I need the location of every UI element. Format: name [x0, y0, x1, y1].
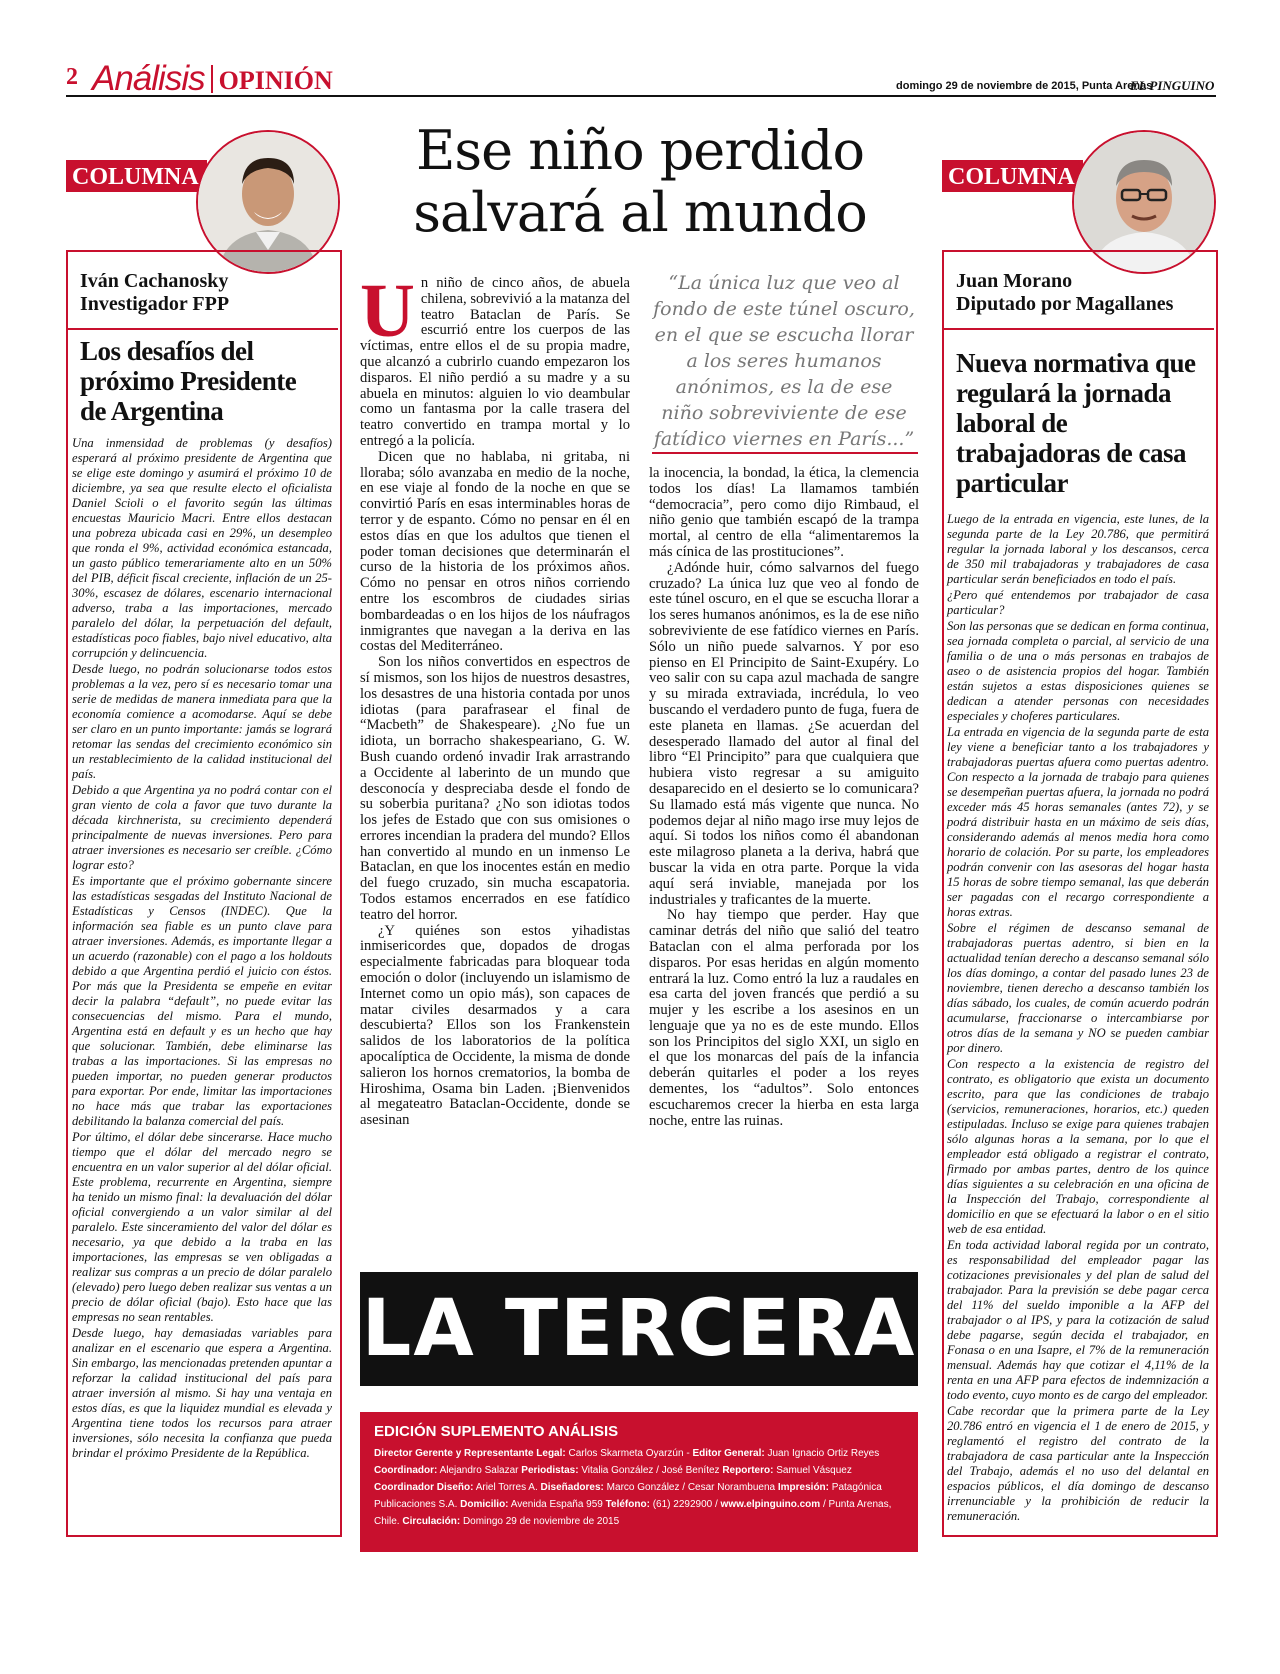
masthead: EL PINGUINO: [1130, 78, 1215, 93]
first-paragraph: [360, 269, 630, 450]
author-name: Iván Cachanosky: [80, 270, 229, 292]
paragraph: Una inmensidad de problemas (y desafíos) esperará al próximo presidente de Argentina que se elige este domingo y asumirá el próximo 10 de diciembre, ya sea que resulte electo el oficialista Daniel Scioli o el favorito según las últimas encuestas Mauricio Macri. Entre ellos destacan una pobreza ubicada casi en 29%, un desempleo que ronda el 9%, actividad económica estancada, un gasto público temerariamente alto en un 50% del PIB, déficit fiscal creciente, inflación de un 25-30%, escasez de dólares, escenario internacional adverso, traba a las importaciones, mercado paralelo del dólar, la perpetuación del default, estadísticas poco fiables, bajo nivel educativo, alta corrupción y delincuencia.: [72, 436, 332, 660]
author-role: Diputado por Magallanes: [956, 293, 1174, 315]
author-name: Juan Morano: [956, 270, 1073, 292]
credits-line-1: Director Gerente y Representante Legal: Carlos Skarmeta Oyarzún - Editor General: Juan Ignacio Ortiz Reyes: [374, 1448, 880, 1459]
paragraph: Desde luego, hay demasiadas variables para analizar en el escenario que espera a Argentina. Sin embargo, las mencionadas pretenden apuntar a reforzar la calidad institucional del país para atraer inversión al mismo. Si hay una ventaja en estos días, es que la liquidez mundial es elevada y Argentina tiene todos los recursos para atraer inversiones, sólo necesita la confianza que pueda brindar el próximo Presidente de la República.: [72, 1326, 332, 1460]
pull-quote: “La única luz que veo al fondo de este túnel oscuro, en el que se escucha llorar a los seres humanos anónimos, es la de ese niño sobreviviente de ese fatídico viernes en París...”: [653, 272, 915, 450]
pull-quote-rule: [652, 452, 918, 454]
first-paragraph-text: n niño de cinco años, de abuela chilena, sobrevivió a la matanza del teatro Bataclan de París. Se escurrió entre los cuerpos de las víctimas, entre ellos el de su propia madre, que alcanzó a cubrirlo cuando empezaron los disparos. El niño perdió a su madre y a su abuela en minutos: alguien lo vio deambular como un fantasma por la calle trasera del teatro convertido en trampa mortal y lo entregó a la policía.: [360, 275, 630, 449]
author-separator: [944, 328, 1214, 330]
headline-line-2: salvará al mundo: [413, 181, 867, 244]
paragraph: Debido a que Argentina ya no podrá contar con el gran viento de cola a favor que tuvo durante la década kirchnerista, su crecimiento dependerá principalmente de nuevas inversiones. Pero para atraer inversiones es necesario ser creíble. ¿Cómo lograr esto?: [72, 783, 332, 872]
paragraph: Luego de la entrada en vigencia, este lunes, de la segunda parte de la Ley 20.786, que permitirá regular la jornada laboral y los descansos, cerca de 350 mil trabajadoras y trabajadores de casa particular serán beneficiados en todo el país.: [947, 512, 1209, 586]
article-column-2: [649, 466, 919, 1129]
column-body-right: [947, 512, 1209, 1525]
column-title-left: Los desafíos del próximo Presidente de Argentina: [80, 336, 297, 426]
paragraph: Con respecto a la existencia de registro del contrato, es obligatorio que exista un documento escrito, para que las condiciones de trabajo (servicios, remuneraciones, horarios, etc.) queden estipuladas. Incluso se exige para quienes trabajen sólo algunas horas a la semana, por lo que el empleador está obligado a registrar el contrato, firmado por ambas partes, dentro de los quince días siguientes a su celebración en una oficina de la Inspección del Trabajo, correspondiente al domicilio en que se efectuará la labor o en el sitio web de esa entidad.: [947, 1057, 1209, 1236]
header-rule: [66, 95, 1216, 97]
credits-title: EDICIÓN SUPLEMENTO ANÁLISIS: [374, 1423, 619, 1440]
section-opinion: OPINIÓN: [218, 66, 333, 95]
credits-line-2: Coordinador: Alejandro Salazar Periodistas: Vitalia González / José Benítez Reportero: Samuel Vásquez: [374, 1465, 852, 1476]
edition-credits: [360, 1412, 918, 1552]
dateline: domingo 29 de noviembre de 2015, Punta Arenas: [896, 80, 1153, 92]
drop-cap: U: [360, 269, 415, 353]
paragraph: No hay tiempo que perder. Hay que caminar detrás del niño que salió del teatro Bataclan con el alma perforada por los disparos. Por esas heridas en algún momento entrará la luz. Como entró la luz a raudales en esa carta del joven francés que perdió a su mujer y les escribe a los asesinos en un lenguaje que ya no es de este mundo. Ellos son los Principitos del siglo XXI, un siglo en el que los monarcas del país de la infancia deberán quitarles el poder a los reyes dementes, los “adultos”. Solo entonces escucharemos crecer la hierba en esta larga noche, entre las ruinas.: [649, 907, 919, 1129]
author-separator: [68, 328, 338, 330]
author-block-left: [80, 270, 330, 316]
paragraph: ¿Adónde huir, cómo salvarnos del fuego cruzado? La única luz que veo al fondo de este túnel oscuro, en el que se escucha llorar a los seres humanos anónimos, es la de ese niño sobreviviente de ese fatídico viernes en París. Sólo un niño puede salvarnos. Y por eso pienso en El Principito de Saint-Exupéry. Lo veo salir con su capa azul machada de sangre y su mirada extraviada, incrédula, lo veo buscando el verdadero punto de fuga, fuera de este planeta en llamas. ¿Se acuerdan del desesperado llamado del autor al final del libro “El Principito” para que cualquiera que hubiera visto regresar a su amiguito desaparecido en el desierto se lo comunicara? Su llamado está más vigente que nunca. No podemos dejar al niño mago irse muy lejos de aquí. Si todos los niños como él abandonan este milagroso planeta a la deriva, habrá que buscar la vida en otra parte. Porque la vida aquí será inviable, manejada por los industriales y traficantes de la muerte.: [649, 559, 919, 908]
author-role: Investigador FPP: [80, 293, 230, 315]
article-column-1: [360, 269, 630, 1129]
website-link[interactable]: www.elpinguino.com: [720, 1499, 821, 1510]
main-headline: [380, 120, 900, 244]
column-badge-left: COLUMNA: [66, 160, 207, 192]
column-badge-right: COLUMNA: [942, 160, 1083, 192]
section-divider: [211, 65, 213, 93]
column-title-right: Nueva normativa que regulará la jornada laboral de trabajadoras de casa particular: [956, 348, 1196, 498]
credits-line-3: Coordinador Diseño: Ariel Torres A. Diseñadores: Marco González / Cesar Norambuena Impresión: Patagónica: [374, 1482, 882, 1493]
section-analisis: Análisis: [92, 59, 205, 98]
column-body-left: [72, 436, 332, 1462]
paragraph: Desde luego, no podrán solucionarse todos estos problemas a la vez, pero sí es necesario tomar una serie de medidas de manera inmediata para que la economía comience a acomodarse. Aquí se debe ser claro en un punto importante: jamás se logrará retomar las sendas del crecimiento económico sin un restablecimiento de la calidad institucional del país.: [72, 662, 332, 781]
paragraph: Dicen que no hablaba, ni gritaba, ni lloraba; sólo avanzaba en medio de la noche, en ese viaje al fondo de la noche en que se convirtió París en esas interminables horas de terror y de espanto. Cómo no pensar en él en estos días en que los adultos que tienen el poder toman decisiones que determinarán el curso de la historia de los próximos años. Cómo no pensar en otros niños corriendo entre los escombros de ciudades sirias bombardeadas o en los hijos de los náufragos inmigrantes que navegan a la deriva en las costas del Mediterráneo.: [360, 448, 630, 655]
paragraph: ¿Y quiénes son estos yihadistas inmisericordes que, dopados de drogas especialmente fabricadas para bloquear toda emoción o dolor (incluyendo un islamismo de Internet como un opio más), son capaces de matar civiles desarmados y a cara descubierta? Ellos son los Frankenstein salidos de los laboratorios de la política apocalíptica de Occidente, la misma de donde salieron los hornos crematorios, la bomba de Hiroshima, Osama bin Laden. ¡Bienvenidos al megateatro Bataclan-Occidente, donde se asesinan: [360, 922, 630, 1129]
paragraph: Por último, el dólar debe sincerarse. Hace mucho tiempo que el dólar del mercado negro se encuentra en un valor superior al del dólar oficial. Este problema, recurrente en Argentina, siempre ha tenido un mismo final: la devaluación del dólar oficial convergiendo a un valor similar al del paralelo. Este sinceramiento del valor del dólar es necesario, ya que debido a la traba en las importaciones, las empresas se ven obligadas a realizar sus compras a un precio de dólar paralelo (elevado) pero luego deben realizar sus ventas a un precio de dólar oficial (bajo). Esto hace que las empresas no sean rentables.: [72, 1130, 332, 1324]
paragraph: Son los niños convertidos en espectros de sí mismos, son los hijos de nuestros desastres, los desastres de una historia contada por unos idiotas (para parafrasear el final de “Macbeth” de Shakespeare). ¿No fue un idiota, un borracho shakespeariano, G. W. Bush cuando ordenó invadir Irak arrastrando a Occidente al laberinto de un mundo que desconocía y despreciaba desde el fondo de su soberbia puritana? ¿No son idiotas todos los jefes de Estado que con sus omisiones o errores incendian la pradera del mundo? Ellos han convertido al mundo en un inmenso Le Bataclan, en que los inocentes están en medio del fuego cruzado, sin mucha escapatoria. Todos estamos encerrados en ese fatídico teatro del horror.: [360, 654, 630, 923]
author-block-right: [956, 270, 1212, 316]
paragraph: Sobre el régimen de descanso semanal de trabajadoras puertas adentro, si bien en la actualidad tenían derecho a descanso semanal sólo los días domingo, a contar del pasado lunes 23 de noviembre, tienen derecho a descanso también los días sábado, los cuales, de común acuerdo podrán acumularse, fraccionarse o intercambiarse por otros días de la semana y NO se pueden cambiar por dinero.: [947, 921, 1209, 1055]
paragraph: En toda actividad laboral regida por un contrato, es responsabilidad del empleador pagar las cotizaciones previsionales y del plan de salud del trabajador. Para la previsión se debe pagar cerca del 11% del sueldo imponible a la AFP del trabajador o al IPS, y para la cotización de salud debe pagarse, según decida el trabajador, en Fonasa o en una Isapre, el 7% de la remuneración mensual. Además hay que cotizar el 4,11% de la renta en una AFP para efectos de indemnización a todo evento, cuyo monto es de cargo del empleador.: [947, 1238, 1209, 1402]
page-number: 2: [66, 64, 78, 90]
paragraph: Es importante que el próximo gobernante sincere las estadísticas sesgadas del Instituto Nacional de Estadísticas y Censos (INDEC). Que la información sea fiable es un punto clave para atraer inversiones. Además, es importante llegar a un acuerdo (razonable) con el pago a los holdouts debido a que Argentina perdió el juicio con éstos. Por más que la Presidenta se empeñe en evitar decir la palabra “default”, no puede evitar las consecuencias del mismo. Para el mundo, Argentina está en default y es un hecho que hay que solucionar. También, debe eliminarse las trabas a las importaciones. Si las empresas no pueden importar, no pueden generar productos para exportar. Por ende, limitar las importaciones no hace más que trabar las exportaciones debilitando la balanza comercial del país.: [72, 874, 332, 1128]
paragraph: Cabe recordar que la primera parte de la Ley 20.786 entró en vigencia el 1 de enero de 2015, y reglamentó el registro del contrato de la trabajadora de casa particular ante la Inspección del Trabajo, además el no uso del delantal en espacios públicos, el día domingo de descanso irrenunciable y la prohibición de reducir la remuneración.: [947, 1404, 1209, 1523]
section-label: [92, 59, 333, 98]
credits-line-4: Publicaciones S.A. Domicilio: Avenida España 959 Teléfono: (61) 2292900 / www.elpinguino.com / Punta Arenas,: [374, 1499, 892, 1510]
paragraph: La entrada en vigencia de la segunda parte de esta ley viene a beneficiar tanto a los trabajadores y trabajadoras puertas afuera como puertas adentro. Con respecto a la jornada de trabajo para quienes se desempeñan puertas afuera, la jornada no podrá exceder más 45 horas semanales (antes 72), y se podrá distribuir hasta en un máximo de seis días, considerando además al menos media hora como horario de colación. Por su parte, los empleadores podrán convenir con las asesoras del hogar hasta 15 horas de sobre tiempo semanal, las que deberán ser pagadas con el recargo correspondiente a horas extras.: [947, 725, 1209, 919]
headline-line-1: Ese niño perdido: [415, 119, 864, 182]
paragraph: ¿Pero qué entendemos por trabajador de casa particular?: [947, 588, 1209, 617]
paragraph: Son las personas que se dedican en forma continua, sea jornada completa o parcial, al servicio de una familia o de una o más personas en trabajos de aseo o de asistencia propios del hogar. También están sujetos a estas disposiciones quienes se dedican a atender personas con necesidades especiales y choferes particulares.: [947, 619, 1209, 723]
column-2-first-paragraph: la inocencia, la bondad, la ética, la clemencia todos los días! La llamamos también “democracia”, pero como dijo Rimbaud, el niño genio que también escapó de la trampa mortal, al centro de ella “alimentaremos la más cínica de las prostituciones”.: [649, 465, 919, 560]
credits-line-5: Chile. Circulación: Domingo 29 de noviembre de 2015: [374, 1516, 620, 1527]
la-tercera-logo: LA TERCERA: [360, 1272, 918, 1386]
